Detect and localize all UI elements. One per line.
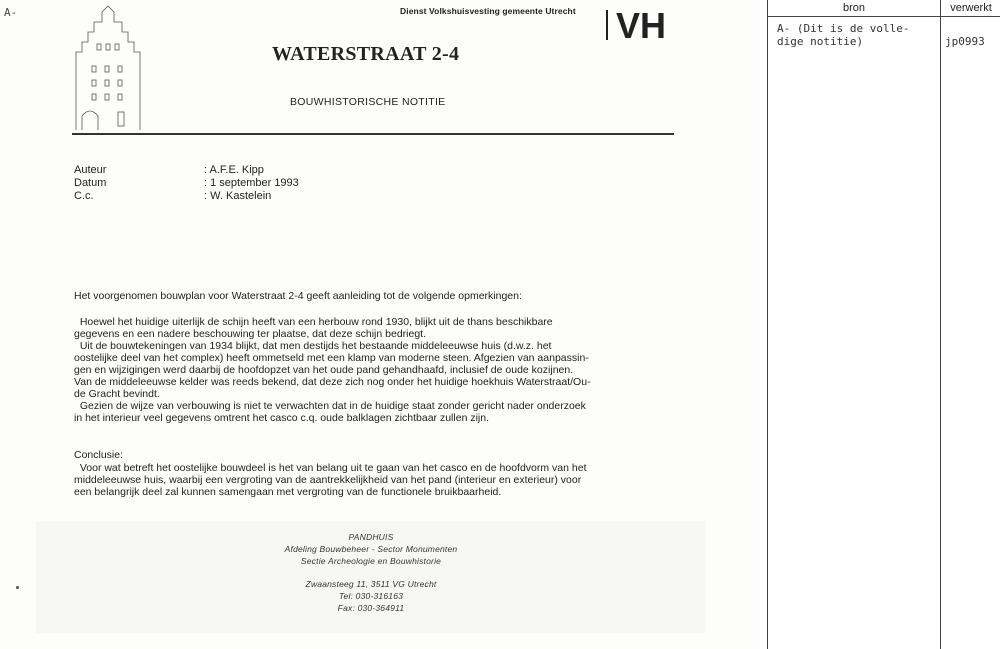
- footer-tel: Tel: 030-316163: [338, 591, 404, 601]
- meta-row: Auteur : A.F.E. Kipp: [74, 164, 264, 176]
- intro-text: Het voorgenomen bouwplan voor Waterstraat 2-4 geeft aanleiding tot de volgende opmerkingen:: [74, 290, 522, 302]
- conclusion-paragraph: Voor wat betreft het oostelijke bouwdeel is het van belang uit te gaan van het casco en de hoofdvorm van het middeleeuwse huis, waarbij een vergroting van de aantrekkelijkheid van het pand (interieur en exterieur) voor een belangrijk deel zal kunnen samengaan met vergroting van de functionele bruikbaarheid.: [74, 462, 587, 498]
- bron-cell: A- (Dit is de volle- dige notitie): [777, 22, 910, 48]
- building-logo: [72, 4, 146, 130]
- meta-row: C.c. : W. Kastelein: [74, 190, 272, 202]
- header-verwerkt: verwerkt: [950, 2, 992, 14]
- footer-stamp: [36, 521, 706, 633]
- meta-row: Datum : 1 september 1993: [74, 177, 299, 189]
- header-rule: [72, 133, 674, 135]
- footer-fax: Fax: 030-364911: [337, 603, 405, 613]
- index-table: [767, 0, 1000, 649]
- header-divider: [768, 16, 1000, 17]
- footer-section: Sectie Archeologie en Bouwhistorie: [300, 556, 442, 566]
- vh-logo-mark: [600, 4, 674, 44]
- meta-block: [74, 164, 299, 203]
- footer-dept: Afdeling Bouwbeheer - Sector Monumenten: [284, 544, 458, 554]
- scan-speck: [16, 586, 19, 589]
- footer-address: Zwaansteeg 11, 3511 VG Utrecht: [305, 579, 437, 589]
- body-paragraph: Hoewel het huidige uiterlijk de schijn heeft van een herbouw rond 1930, blijkt uit de thans beschikbare gegevens en een nadere beschouwing ter plaatse, dat deze schijn bedriegt. Uit de bouwtekeningen van 1934 blijkt, dat men destijds het bestaande middeleeuwse huis (d.w.z. het oostelijke deel van het complex) heeft ommetseld met een klamp van moderne steen. Afgezien van aanpassin- gen en wijzigingen werd daarbij de hoofdopzet van het oude pand gehandhaafd, inclusief de oude kozijnen. Van de middeleeuwse kelder was reeds bekend, dat deze zich nog onder het huidige hoekhuis Waterstraat/Ou- de Gracht bevindt. Gezien de wijze van verbouwing is niet te verwachten dat in de huidige staat zonder gericht nader onderzoek in het interieur veel gegevens omtrent het casco c.q. oude balklagen zichtbaar zullen zijn.: [74, 316, 591, 424]
- verwerkt-cell: jp0993: [945, 35, 985, 48]
- margin-tag: A-: [4, 6, 18, 19]
- svg-text:VH: VH: [616, 5, 667, 44]
- header-bron: bron: [842, 2, 866, 14]
- document-title: WATERSTRAAT 2-4: [272, 43, 460, 65]
- footer-org: PANDHUIS: [348, 532, 394, 542]
- conclusion-heading: Conclusie:: [74, 449, 124, 461]
- column-divider: [940, 0, 941, 649]
- document-subtitle: BOUWHISTORISCHE NOTITIE: [290, 96, 446, 108]
- department-name: Dienst Volkshuisvesting gemeente Utrecht: [400, 6, 576, 16]
